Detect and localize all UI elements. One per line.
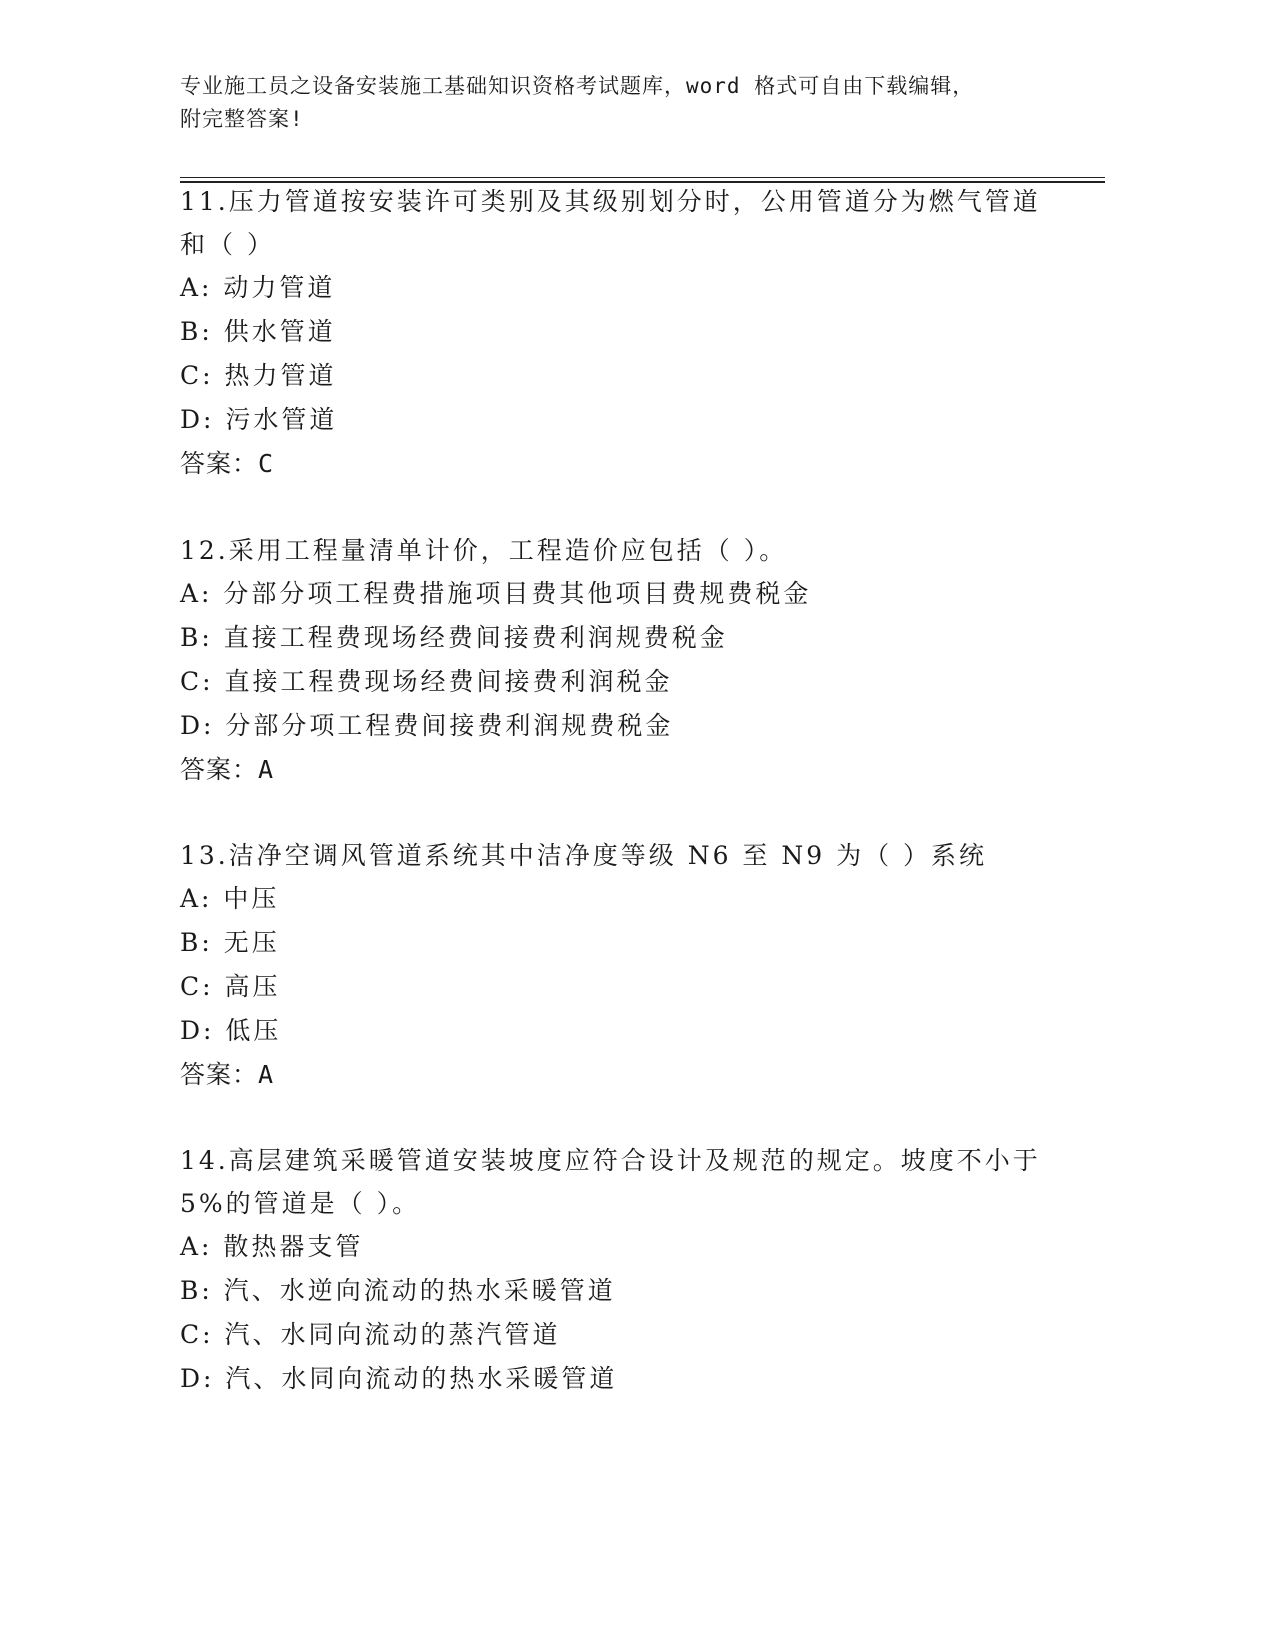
- option-a: A: 动力管道: [180, 273, 336, 302]
- answer: 答案：A: [180, 755, 275, 784]
- document-header: [180, 70, 1080, 136]
- question-12: [180, 529, 1080, 792]
- option-c: C: 汽、水同向流动的蒸汽管道: [180, 1320, 561, 1349]
- option-a: A: 中压: [180, 884, 280, 913]
- option-c: C: 高压: [180, 972, 281, 1001]
- option-a: A: 散热器支管: [180, 1232, 364, 1261]
- question-stem-cont: 5%的管道是（ ）。: [180, 1189, 421, 1218]
- option-b: B: 直接工程费现场经费间接费利润规费税金: [180, 623, 728, 652]
- question-13: [180, 834, 1080, 1097]
- option-b: B: 汽、水逆向流动的热水采暖管道: [180, 1276, 616, 1305]
- question-stem: 14.高层建筑采暖管道安装坡度应符合设计及规范的规定。坡度不小于: [180, 1146, 1041, 1175]
- option-d: D: 分部分项工程费间接费利润规费税金: [180, 711, 674, 740]
- option-b: B: 供水管道: [180, 317, 336, 346]
- option-c: C: 直接工程费现场经费间接费利润税金: [180, 667, 673, 696]
- question-11: [180, 180, 1080, 486]
- answer: 答案：C: [180, 449, 275, 478]
- answer: 答案：A: [180, 1060, 275, 1089]
- question-stem-cont: 和（ ）: [180, 230, 275, 259]
- question-stem: 12.采用工程量清单计价，工程造价应包括（ ）。: [180, 536, 788, 565]
- question-stem: 13.洁净空调风管道系统其中洁净度等级 N6 至 N9 为（ ）系统: [180, 841, 988, 870]
- option-d: D: 污水管道: [180, 405, 338, 434]
- header-line-1: 专业施工员之设备安装施工基础知识资格考试题库，word 格式可自由下载编辑，: [180, 74, 975, 98]
- option-c: C: 热力管道: [180, 361, 337, 390]
- question-14: [180, 1139, 1080, 1401]
- question-stem: 11.压力管道按安装许可类别及其级别划分时，公用管道分为燃气管道: [180, 187, 1041, 216]
- option-b: B: 无压: [180, 928, 280, 957]
- header-line-2: 附完整答案!: [180, 107, 304, 131]
- option-d: D: 汽、水同向流动的热水采暖管道: [180, 1364, 618, 1393]
- option-d: D: 低压: [180, 1016, 282, 1045]
- option-a: A: 分部分项工程费措施项目费其他项目费规费税金: [180, 579, 812, 608]
